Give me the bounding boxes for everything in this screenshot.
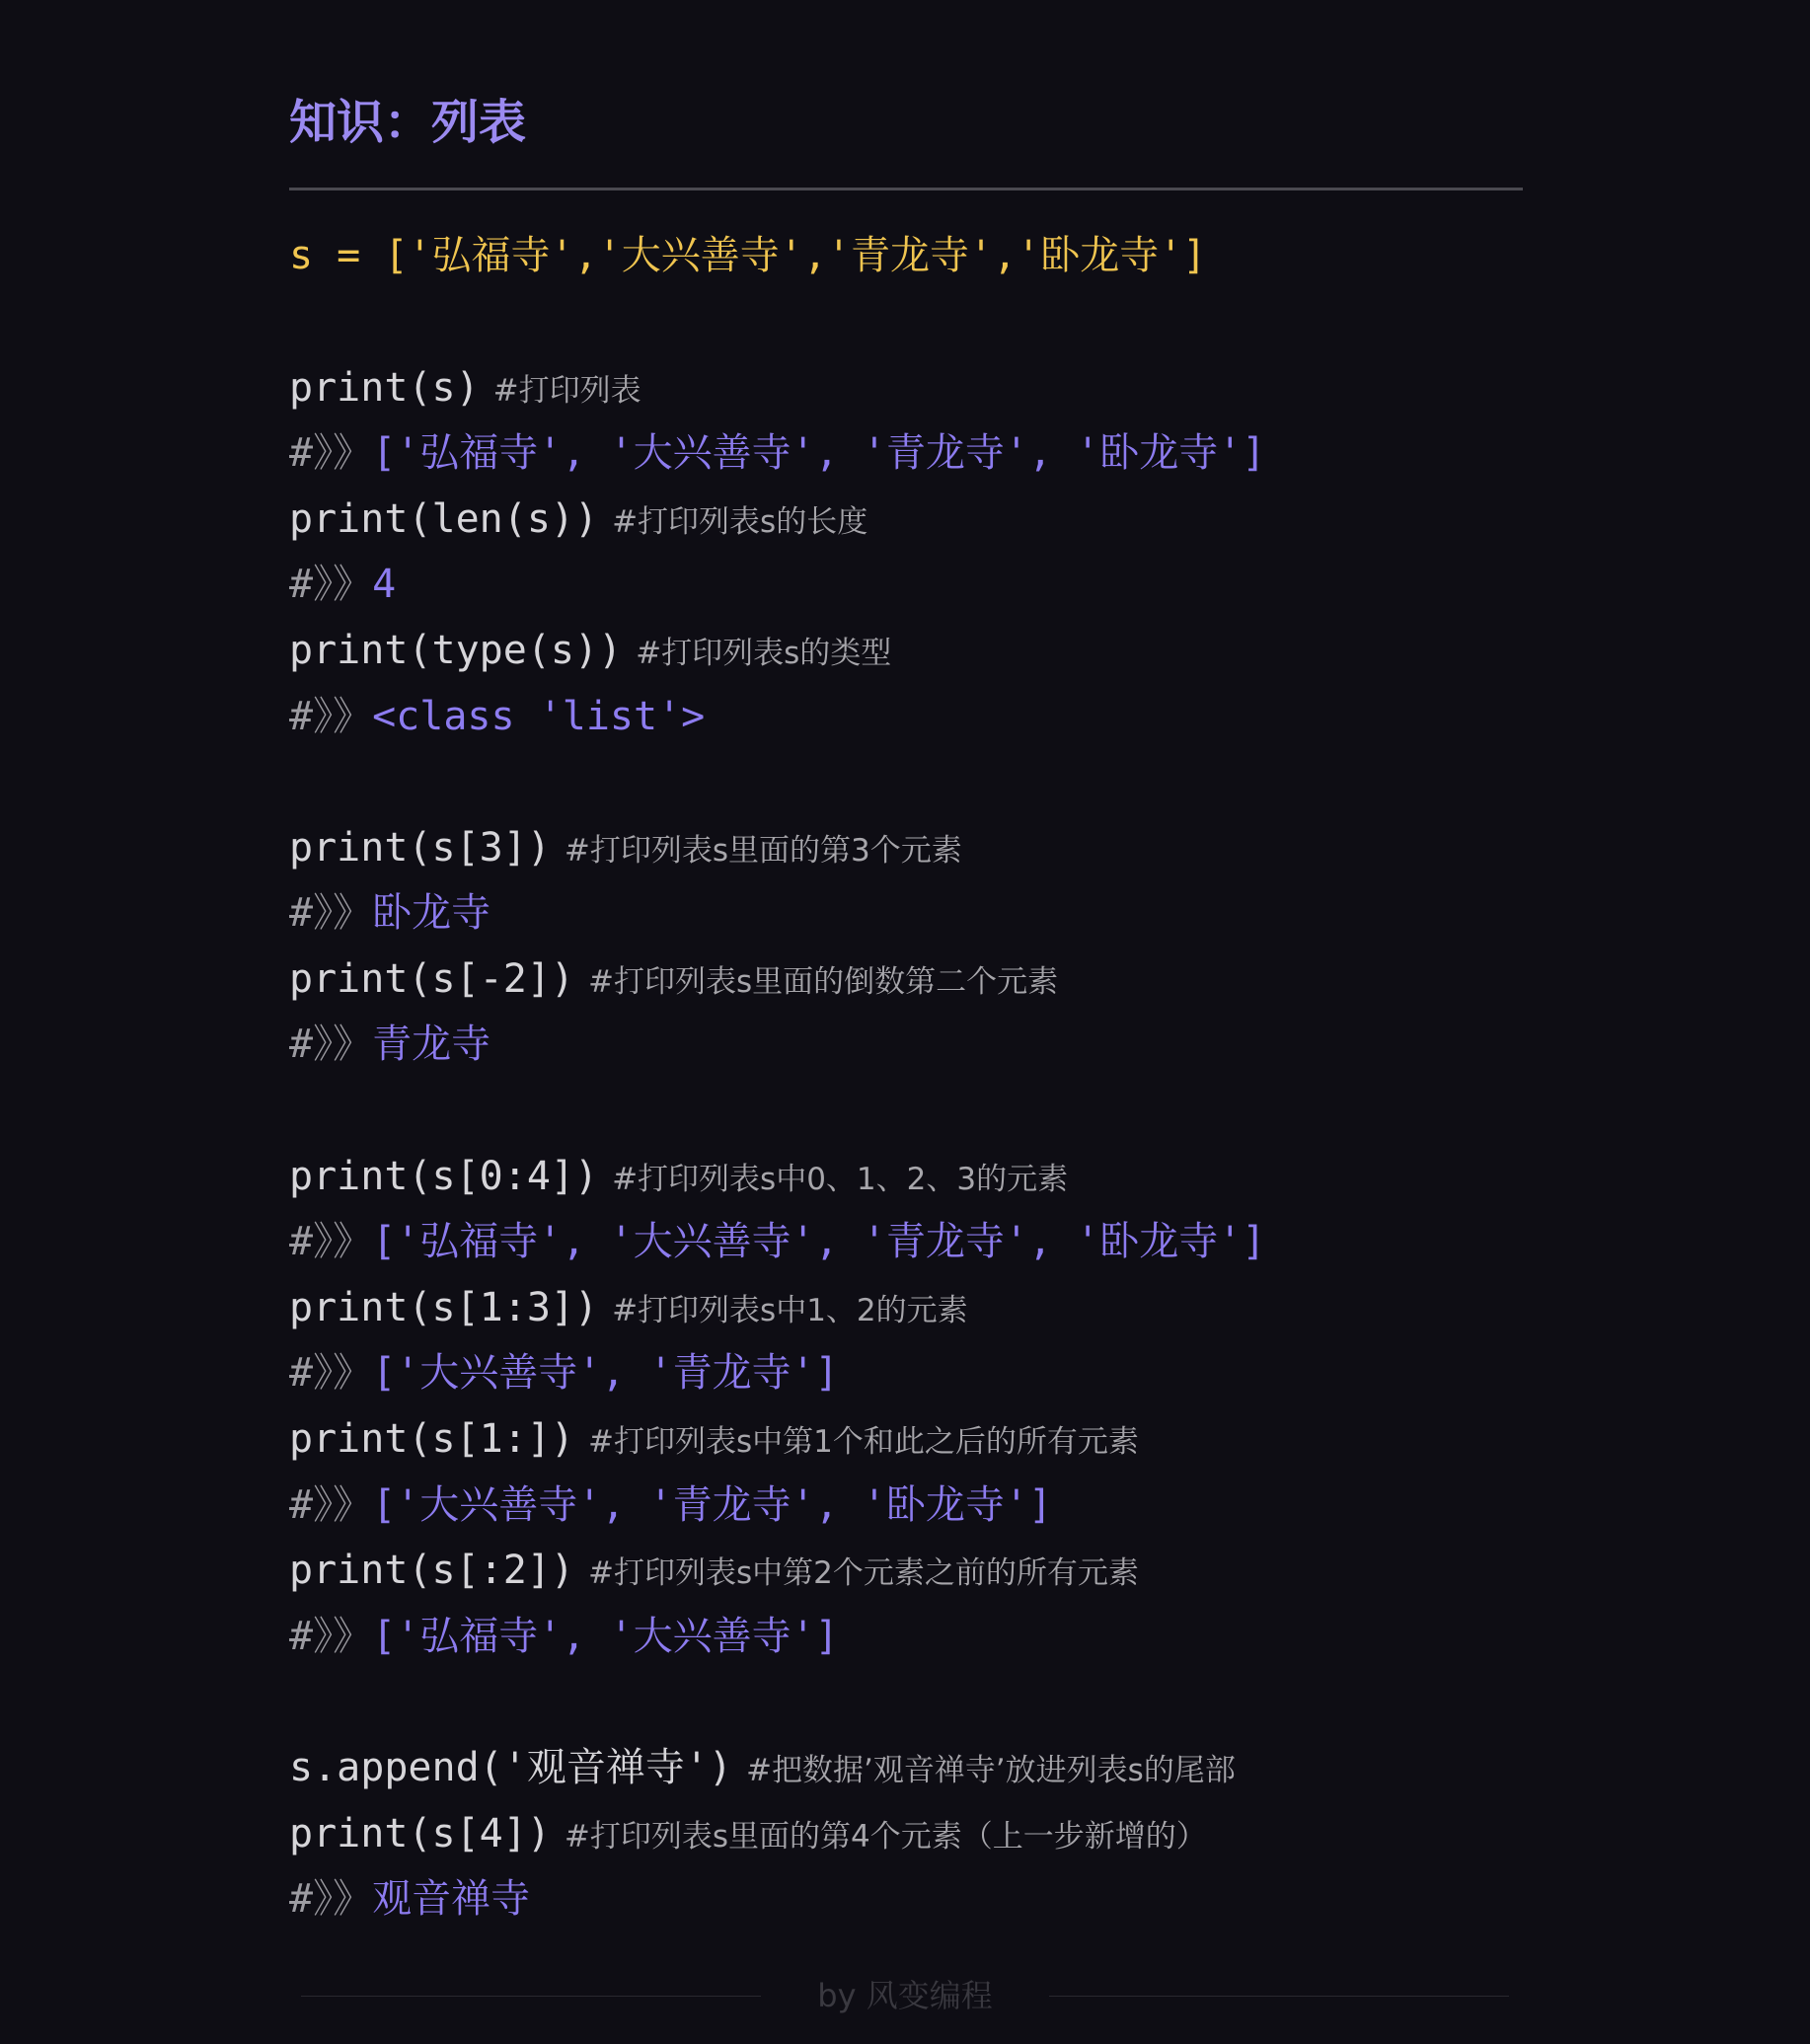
code-comment: #打印列表s中1、2的元素 [612, 1293, 968, 1328]
output-line [289, 1342, 839, 1403]
footer-credit: by 风变编程 [817, 1977, 993, 2014]
output-value: 卧龙寺 [372, 890, 491, 936]
output-value: 观音禅寺 [372, 1876, 531, 1922]
output-line [289, 1606, 839, 1667]
output-prefix: #》》 [289, 1614, 373, 1659]
output-value: ['弘福寺', '大兴善寺', '青龙寺', '卧龙寺'] [372, 1219, 1266, 1264]
code-statement: print(s[4]) [289, 1811, 551, 1856]
list-definition-code: s = ['弘福寺','大兴善寺','青龙寺','卧龙寺'] [289, 233, 1207, 278]
output-line [289, 1014, 490, 1075]
output-prefix: #》》 [289, 1876, 373, 1922]
output-line [289, 1868, 530, 1930]
code-comment: #把数据’观音禅寺’放进列表s的尾部 [745, 1753, 1236, 1788]
output-line [289, 1211, 1265, 1272]
output-line [289, 882, 490, 944]
output-prefix: #》》 [289, 890, 373, 936]
code-statement: print(s[1:]) [289, 1416, 574, 1462]
code-statement: s.append('观音禅寺') [289, 1745, 732, 1790]
code-line [289, 1803, 1207, 1864]
output-value: ['大兴善寺', '青龙寺'] [372, 1350, 839, 1396]
code-line [289, 357, 641, 418]
code-statement: print(type(s)) [289, 628, 623, 673]
output-prefix: #》》 [289, 1022, 373, 1067]
output-prefix: #》》 [289, 430, 373, 476]
code-statement: print(s) [289, 365, 480, 411]
code-comment: #打印列表 [492, 373, 641, 409]
output-value: ['弘福寺', '大兴善寺'] [372, 1614, 839, 1659]
footer-divider-right [1049, 1996, 1509, 1997]
code-comment: #打印列表s里面的倒数第二个元素 [587, 964, 1059, 1000]
output-value: 青龙寺 [372, 1022, 491, 1067]
code-line [289, 817, 962, 878]
code-comment: #打印列表s里面的第4个元素（上一步新增的） [564, 1819, 1207, 1855]
output-prefix: #》》 [289, 694, 373, 739]
code-line [289, 1540, 1139, 1601]
footer [0, 1972, 1810, 2019]
code-comment: #打印列表s中第2个元素之前的所有元素 [587, 1555, 1139, 1591]
output-prefix: #》》 [289, 1350, 373, 1396]
output-line [289, 686, 705, 747]
code-line [289, 1737, 1236, 1798]
code-statement: print(s[3]) [289, 825, 551, 871]
code-line [289, 1277, 968, 1338]
code-line [289, 489, 867, 550]
code-comment: #打印列表s的长度 [612, 504, 868, 540]
code-line [289, 1408, 1139, 1470]
output-value: ['弘福寺', '大兴善寺', '青龙寺', '卧龙寺'] [372, 430, 1266, 476]
output-prefix: #》》 [289, 562, 373, 607]
output-prefix: #》》 [289, 1482, 373, 1528]
code-comment: #打印列表s中0、1、2、3的元素 [612, 1162, 1069, 1197]
code-line [289, 1146, 1068, 1207]
code-comment: #打印列表s中第1个和此之后的所有元素 [587, 1424, 1139, 1460]
output-value: ['大兴善寺', '青龙寺', '卧龙寺'] [372, 1482, 1053, 1528]
page-title: 知识：列表 [289, 95, 527, 150]
code-statement: print(s[0:4]) [289, 1154, 599, 1199]
code-comment: #打印列表s的类型 [636, 636, 892, 671]
code-line [289, 620, 891, 681]
output-value: 4 [372, 562, 397, 607]
code-statement: print(s[:2]) [289, 1548, 574, 1593]
title-divider [289, 188, 1523, 190]
output-prefix: #》》 [289, 1219, 373, 1264]
output-line [289, 1475, 1052, 1536]
list-definition-line [289, 225, 1206, 286]
output-line [289, 554, 396, 615]
code-line [289, 948, 1058, 1010]
code-comment: #打印列表s里面的第3个元素 [564, 833, 962, 869]
code-statement: print(s[1:3]) [289, 1285, 599, 1330]
code-statement: print(len(s)) [289, 496, 599, 542]
output-value: <class 'list'> [372, 694, 706, 739]
output-line [289, 422, 1265, 484]
code-statement: print(s[-2]) [289, 956, 574, 1002]
